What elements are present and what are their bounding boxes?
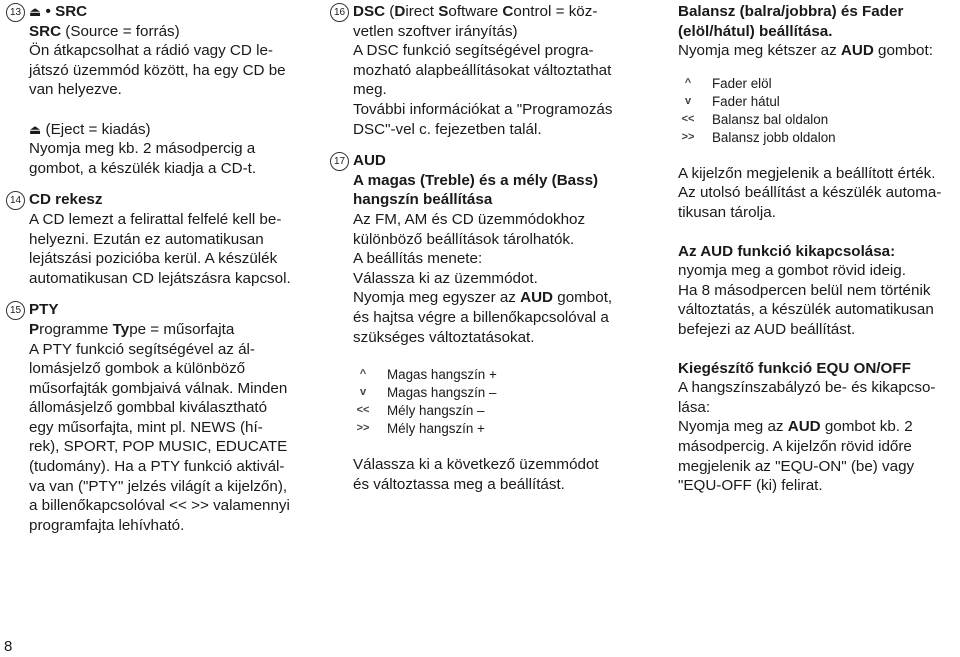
text: ( bbox=[385, 3, 395, 20]
press-line bbox=[678, 417, 956, 437]
list-item bbox=[678, 75, 956, 93]
body-line: gombot, a készülék kiadja a CD-t. bbox=[29, 159, 257, 177]
section-title: Kiegészítő funkció EQU ON/OFF bbox=[678, 359, 911, 377]
button-name: AUD bbox=[840, 42, 874, 60]
double-chevron-left-icon: << bbox=[356, 404, 370, 417]
section-cd bbox=[6, 190, 316, 288]
section-title: (elöl/hátul) beállítása. bbox=[678, 22, 833, 40]
body-line: állomásjelző gombbal kiválasztható bbox=[29, 399, 268, 417]
list-item-label: Magas hangszín – bbox=[387, 385, 497, 401]
chevron-up-icon: ^ bbox=[359, 368, 367, 381]
term-letter: D bbox=[394, 3, 406, 20]
section-title: PTY bbox=[29, 301, 59, 319]
body-line: lejátszási pozicióba kerül. A készülék bbox=[29, 250, 278, 268]
body-line: befejezi az AUD beállítást. bbox=[678, 320, 856, 338]
body-line: Ön átkapcsolhat a rádió vagy CD le- bbox=[29, 42, 273, 60]
button-name: AUD bbox=[787, 418, 821, 436]
list-item bbox=[353, 420, 640, 438]
body-line: van helyezve. bbox=[29, 81, 122, 99]
body-line: va van ("PTY" jelzés világít a kijelzőn), bbox=[29, 477, 288, 495]
tone-list bbox=[353, 366, 640, 438]
section-aud-off bbox=[678, 242, 956, 340]
text: Nyomja meg egyszer az bbox=[353, 289, 521, 307]
body-line: másodpercig. A kijelzőn rövid időre bbox=[678, 437, 912, 455]
body-line: a billenőkapcsolóval << >> valamennyi bbox=[29, 497, 290, 515]
body-line: "EQU-OFF (ki) felirat. bbox=[678, 477, 823, 495]
eject-heading bbox=[29, 120, 316, 140]
list-item-label: Magas hangszín + bbox=[387, 367, 497, 383]
term-rest: pe = műsorfajta bbox=[129, 320, 235, 338]
body-line: nyomja meg a gombot rövid ideig. bbox=[678, 262, 906, 280]
press-line bbox=[353, 288, 640, 308]
callout-number: 15 bbox=[6, 301, 25, 320]
definition-line bbox=[29, 320, 316, 340]
button-name: AUD bbox=[520, 289, 554, 307]
body-line: játszó üzemmód között, ha egy CD be bbox=[29, 61, 286, 79]
list-item-label: Balansz bal oldalon bbox=[712, 111, 829, 127]
text: Nyomja meg kétszer az bbox=[678, 42, 841, 60]
list-item bbox=[353, 384, 640, 402]
double-chevron-left-icon: << bbox=[681, 112, 695, 125]
body-line: DSC"-vel c. fejezetben talál. bbox=[353, 120, 542, 138]
text: gombot: bbox=[873, 42, 933, 60]
column-left bbox=[6, 2, 316, 535]
section-aud bbox=[330, 151, 640, 494]
eject-icon: ⏏ bbox=[29, 4, 42, 19]
eject-icon: ⏏ bbox=[29, 121, 42, 137]
list-item-label: Balansz jobb oldalon bbox=[712, 129, 836, 145]
body-line: Az utolsó beállítást a készülék automa- bbox=[678, 184, 942, 202]
eject-label: (Eject = kiadás) bbox=[41, 120, 151, 138]
text: ontrol = köz- bbox=[513, 3, 598, 20]
body-line: Válassza ki az üzemmódot. bbox=[353, 269, 538, 287]
chevron-up-icon: ^ bbox=[684, 76, 692, 89]
body-line: További információkat a "Programozás bbox=[353, 100, 613, 118]
body-line: lása: bbox=[678, 398, 711, 416]
body-line: A PTY funkció segítségével az ál- bbox=[29, 340, 255, 358]
body-line: A CD lemezt a felirattal felfelé kell be- bbox=[29, 210, 282, 228]
text: irect bbox=[405, 3, 439, 20]
section-equ bbox=[678, 359, 956, 496]
callout-number: 13 bbox=[6, 3, 25, 22]
column-right bbox=[678, 2, 956, 496]
chevron-down-icon: v bbox=[359, 386, 367, 399]
list-item bbox=[353, 402, 640, 420]
callout-number: 14 bbox=[6, 191, 25, 210]
body-line: és hajtsa végre a billenőkapcsolóval a bbox=[353, 308, 609, 326]
body-line: A beállítás menete: bbox=[353, 250, 483, 268]
body-line: meg. bbox=[353, 81, 387, 99]
section-title: Balansz (balra/jobbra) és Fader bbox=[678, 3, 904, 20]
term-rest: rogramme bbox=[39, 320, 113, 338]
chevron-down-icon: v bbox=[684, 94, 692, 107]
definition-line bbox=[353, 2, 640, 22]
text: oftware bbox=[448, 3, 503, 20]
body-line: rek), SPORT, POP MUSIC, EDUCATE bbox=[29, 438, 288, 456]
term-letter: Ty bbox=[112, 320, 130, 338]
term-letter: C bbox=[502, 3, 514, 20]
definition-line bbox=[29, 22, 316, 42]
section-title: CD rekesz bbox=[29, 191, 103, 209]
press-line bbox=[678, 41, 956, 61]
body-line: programfajta lehívható. bbox=[29, 516, 185, 534]
section-src bbox=[6, 2, 316, 178]
body-line: A hangszínszabályzó be- és kikapcso- bbox=[678, 379, 936, 397]
body-line: és változtassa meg a beállítást. bbox=[353, 475, 565, 493]
term: DSC bbox=[353, 3, 386, 20]
body-line: vetlen szoftver irányítás) bbox=[353, 22, 518, 40]
body-line: egy műsorfajta, mint pl. NEWS (hí- bbox=[29, 418, 263, 436]
body-line: mozható alapbeállításokat változtathat bbox=[353, 61, 612, 79]
list-item-label: Fader elöl bbox=[712, 75, 772, 91]
body-line: Az FM, AM és CD üzemmódokhoz bbox=[353, 210, 586, 228]
list-item-label: Mély hangszín + bbox=[387, 421, 485, 437]
body-line: Ha 8 másodpercen belül nem történik bbox=[678, 281, 931, 299]
body-line: változtatás, a készülék automatikusan bbox=[678, 301, 934, 319]
term-letter: S bbox=[438, 3, 449, 20]
body-line: A DSC funkció segítségével progra- bbox=[353, 42, 594, 60]
column-middle bbox=[330, 2, 640, 494]
double-chevron-right-icon: >> bbox=[681, 130, 695, 143]
body-line: megjelenik az "EQU-ON" (be) vagy bbox=[678, 457, 915, 475]
body-line: tikusan tárolja. bbox=[678, 203, 776, 221]
term-letter: P bbox=[29, 320, 40, 338]
body-line: lomásjelző gombok a különböző bbox=[29, 360, 246, 378]
subtitle-line: A magas (Treble) és a mély (Bass) bbox=[353, 171, 599, 189]
section-title-text: • SRC bbox=[45, 3, 88, 20]
section-title: Az AUD funkció kikapcsolása: bbox=[678, 242, 896, 260]
text: gombot kb. 2 bbox=[820, 418, 913, 436]
list-item bbox=[678, 93, 956, 111]
list-item-label: Mély hangszín – bbox=[387, 403, 485, 419]
body-line: műsorfajták gombjaivá válnak. Minden bbox=[29, 379, 288, 397]
body-line: helyezni. Ezután ez automatikusan bbox=[29, 230, 264, 248]
section-title: AUD bbox=[353, 152, 386, 170]
body-line: szükséges változtatásokat. bbox=[353, 328, 535, 346]
body-line: A kijelzőn megjelenik a beállított érték. bbox=[678, 164, 936, 182]
callout-number: 16 bbox=[330, 3, 349, 22]
term: SRC bbox=[29, 22, 62, 40]
definition: (Source = forrás) bbox=[61, 22, 180, 40]
body-line: Nyomja meg kb. 2 másodpercig a bbox=[29, 140, 256, 158]
section-title bbox=[29, 2, 316, 22]
body-line: Válassza ki a következő üzemmódot bbox=[353, 456, 599, 474]
text: Nyomja meg az bbox=[678, 418, 788, 436]
list-item bbox=[678, 111, 956, 129]
callout-number: 17 bbox=[330, 152, 349, 171]
section-dsc bbox=[330, 2, 640, 139]
section-balance bbox=[678, 2, 956, 223]
body-line: automatikusan CD lejátszásra kapcsol. bbox=[29, 269, 291, 287]
double-chevron-right-icon: >> bbox=[356, 422, 370, 435]
page-number: 8 bbox=[4, 638, 13, 655]
fader-list bbox=[678, 75, 956, 147]
text: gombot, bbox=[553, 289, 613, 307]
section-pty bbox=[6, 300, 316, 535]
list-item-label: Fader hátul bbox=[712, 93, 780, 109]
body-line: különböző beállítások tárolhatók. bbox=[353, 230, 575, 248]
subtitle-line: hangszín beállítása bbox=[353, 191, 493, 209]
body-line: (tudomány). Ha a PTY funkció aktivál- bbox=[29, 458, 285, 476]
list-item bbox=[678, 129, 956, 147]
list-item bbox=[353, 366, 640, 384]
